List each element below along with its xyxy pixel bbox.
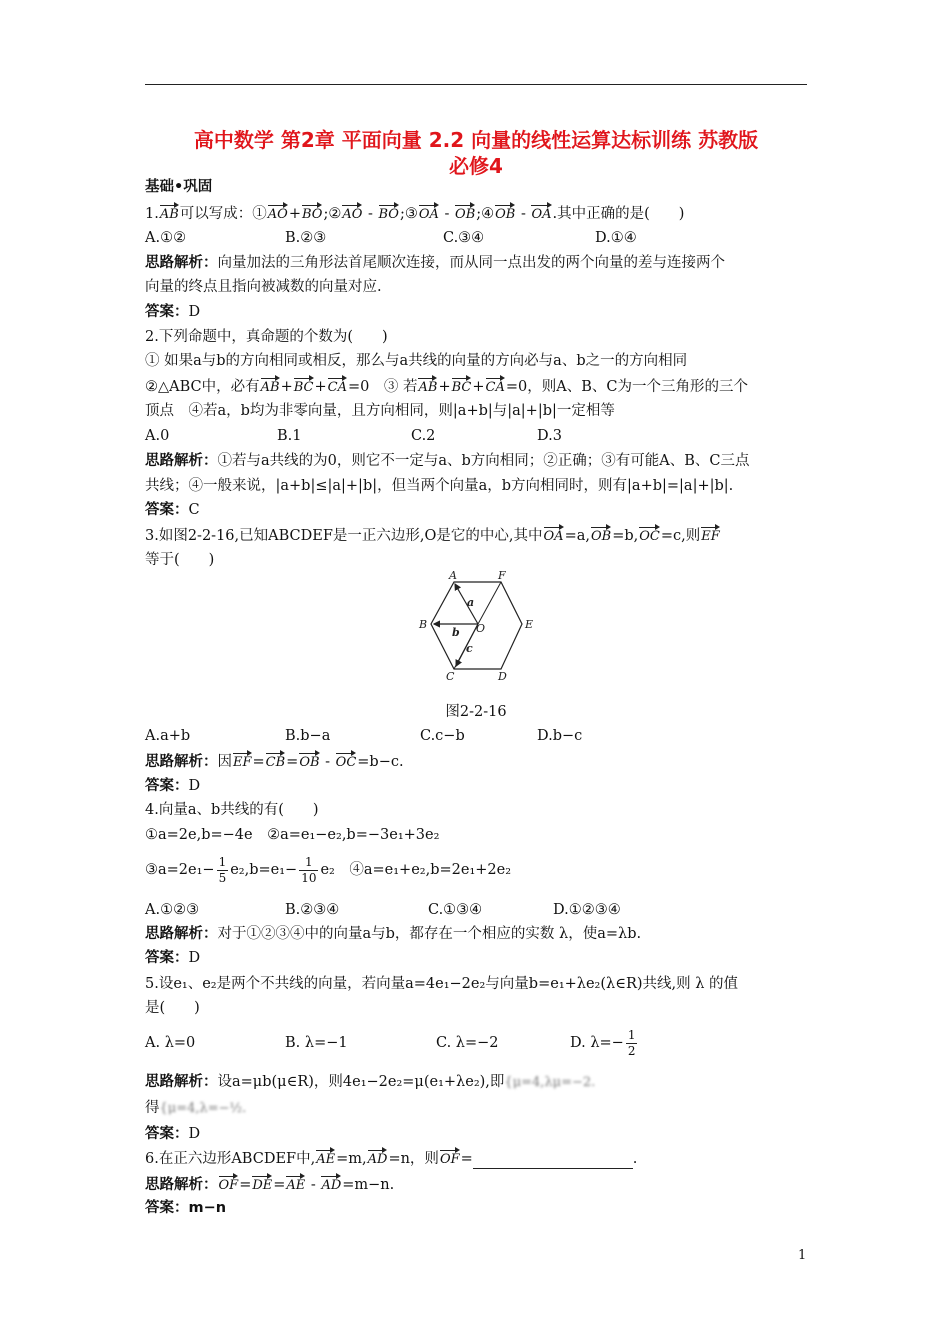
doc-title-line2: 必修4 bbox=[449, 154, 503, 178]
q2-answer: 答案：C bbox=[145, 502, 200, 518]
q2-statement-2: ②△ABC中，必有AB+BC+CA=0 ③ 若AB+BC+CA=0，则A、B、C为一个三角形的三个 bbox=[145, 375, 807, 397]
fraction-1-10: $\frac{1}{10}$ bbox=[301, 854, 317, 885]
segment-of bbox=[478, 582, 501, 624]
label-f-vertex: F bbox=[498, 569, 506, 582]
q4-analysis: 思路解析：对于①②③④中的向量a与b，都存在一个相应的实数 λ，使a=λb. bbox=[145, 926, 642, 942]
label-e-vertex: E bbox=[525, 618, 534, 631]
q1-option-a: A.①② bbox=[145, 230, 187, 246]
q5-analysis-cont: 得{μ=4,λ=−½. bbox=[145, 1098, 807, 1119]
q3-option-c: C.c−b bbox=[420, 728, 465, 744]
label-a-vertex: A bbox=[449, 569, 457, 582]
fraction-1-5: $\frac{1}{5}$ bbox=[218, 854, 227, 885]
q4-answer: 答案：D bbox=[145, 950, 201, 966]
q3-stem: 3.如图2-2-16,已知ABCDEF是一正六边形,O是它的中心,其中OA=a,OB=b,OC=c,则EF bbox=[145, 524, 807, 546]
q3-option-b: B.b−a bbox=[285, 728, 331, 744]
q4-line-1: ①a=2e,b=−4e ②a=e₁−e₂,b=−3e₁+3e₂ bbox=[145, 827, 440, 843]
label-d-vertex: D bbox=[498, 670, 507, 683]
q3-option-d: D.b−c bbox=[537, 728, 583, 744]
q4-line-2: ③a=2e₁− $\frac{1}{5}$ e₂,b=e₁− $\frac{1}{10}$ e₂ ④a=e₁+e₂,b=2e₁+2e₂ bbox=[145, 854, 512, 885]
q5-analysis: 思路解析：设a=μb(μ∈R)，则4e₁−2e₂=μ(e₁+λe₂),即{μ=4,λμ=−2. bbox=[145, 1072, 807, 1093]
q2-stem: 2.下列命题中，真命题的个数为( ) bbox=[145, 329, 388, 345]
q2-statement-3: 顶点 ④若a，b均为非零向量，且方向相同，则|a+b|与|a|+|b|一定相等 bbox=[145, 403, 615, 419]
q1-option-b: B.②③ bbox=[285, 230, 327, 246]
hexagon-figure bbox=[408, 568, 548, 686]
answer-blank[interactable] bbox=[473, 1154, 633, 1169]
q6-stem: 6.在正六边形ABCDEF中,AE=m,AD=n，则OF= . bbox=[145, 1147, 807, 1169]
q6-analysis: 思路解析：OF=DE=AE - AD=m−n. bbox=[145, 1173, 807, 1195]
q2-analysis-cont: 共线；④一般来说，|a+b|≤|a|+|b|，但当两个向量a，b方向相同时，则有|a+b|=|a|+|b|. bbox=[145, 478, 734, 494]
figure-caption: 图2-2-16 bbox=[445, 704, 507, 720]
q3-analysis: 思路解析：因EF=CB=OB - OC=b−c. bbox=[145, 750, 807, 772]
q4-option-d: D.①②③④ bbox=[553, 902, 621, 918]
q2-option-b: B.1 bbox=[277, 428, 302, 444]
q3-option-a: A.a+b bbox=[145, 728, 191, 744]
q4-option-c: C.①③④ bbox=[428, 902, 483, 918]
label-b-vertex: B bbox=[419, 618, 428, 631]
equation-system-2: {μ=4,λ=−½. bbox=[159, 1101, 247, 1116]
q1-analysis-cont: 向量的终点且指向被减数的向量对应. bbox=[145, 279, 382, 295]
section-heading: 基础•巩固 bbox=[145, 179, 213, 195]
q1-stem: 1.AB可以写成：①AO+BO;②AO - BO;③OA - OB;④OB - OA.其中正确的是( ) bbox=[145, 202, 807, 224]
q2-option-a: A.0 bbox=[145, 428, 170, 444]
q1-option-d: D.①④ bbox=[595, 230, 637, 246]
label-o-center: O bbox=[476, 622, 486, 635]
q2-option-c: C.2 bbox=[411, 428, 436, 444]
q5-option-a: A. λ=0 bbox=[145, 1035, 196, 1051]
q5-option-c: C. λ=−2 bbox=[436, 1035, 499, 1051]
equation-system-1: {μ=4,λμ=−2. bbox=[504, 1075, 596, 1090]
q2-statement-1: ① 如果a与b的方向相同或相反，那么与a共线的向量的方向必与a、b之一的方向相同 bbox=[145, 353, 688, 369]
label-vector-c: c bbox=[466, 642, 473, 655]
q5-option-b: B. λ=−1 bbox=[285, 1035, 348, 1051]
q4-option-a: A.①②③ bbox=[145, 902, 200, 918]
q1-option-c: C.③④ bbox=[443, 230, 485, 246]
q4-stem: 4.向量a、b共线的有( ) bbox=[145, 802, 319, 818]
q4-option-b: B.②③④ bbox=[285, 902, 340, 918]
label-c-vertex: C bbox=[446, 670, 455, 683]
doc-title-line1: 高中数学 第2章 平面向量 2.2 向量的线性运算达标训练 苏教版 bbox=[193, 128, 759, 152]
q2-option-d: D.3 bbox=[537, 428, 562, 444]
page-number: 1 bbox=[798, 1248, 807, 1263]
q1-analysis: 思路解析：向量加法的三角形法首尾顺次连接，而从同一点出发的两个向量的差与连接两个 bbox=[145, 255, 725, 271]
q3-answer: 答案：D bbox=[145, 778, 201, 794]
fraction-1-2: $\frac{1}{2}$ bbox=[627, 1027, 636, 1058]
q6-answer: 答案：m−n bbox=[145, 1200, 227, 1216]
q5-stem-cont: 是( ) bbox=[145, 1000, 200, 1016]
q1-answer: 答案：D bbox=[145, 304, 201, 320]
q2-analysis: 思路解析：①若与a共线的为0，则它不一定与a、b方向相同；②正确；③有可能A、B、C三点 bbox=[145, 453, 750, 469]
q5-stem: 5.设e₁、e₂是两个不共线的向量，若向量a=4e₁−2e₂与向量b=e₁+λe₂(λ∈R)共线,则 λ 的值 bbox=[145, 976, 739, 992]
header-rule bbox=[145, 84, 807, 85]
label-vector-b: b bbox=[452, 626, 460, 639]
q5-answer: 答案：D bbox=[145, 1126, 201, 1142]
q3-stem-cont: 等于( ) bbox=[145, 552, 215, 568]
q5-option-d: D. λ=− $\frac{1}{2}$ bbox=[570, 1027, 636, 1058]
label-vector-a: a bbox=[467, 596, 475, 609]
